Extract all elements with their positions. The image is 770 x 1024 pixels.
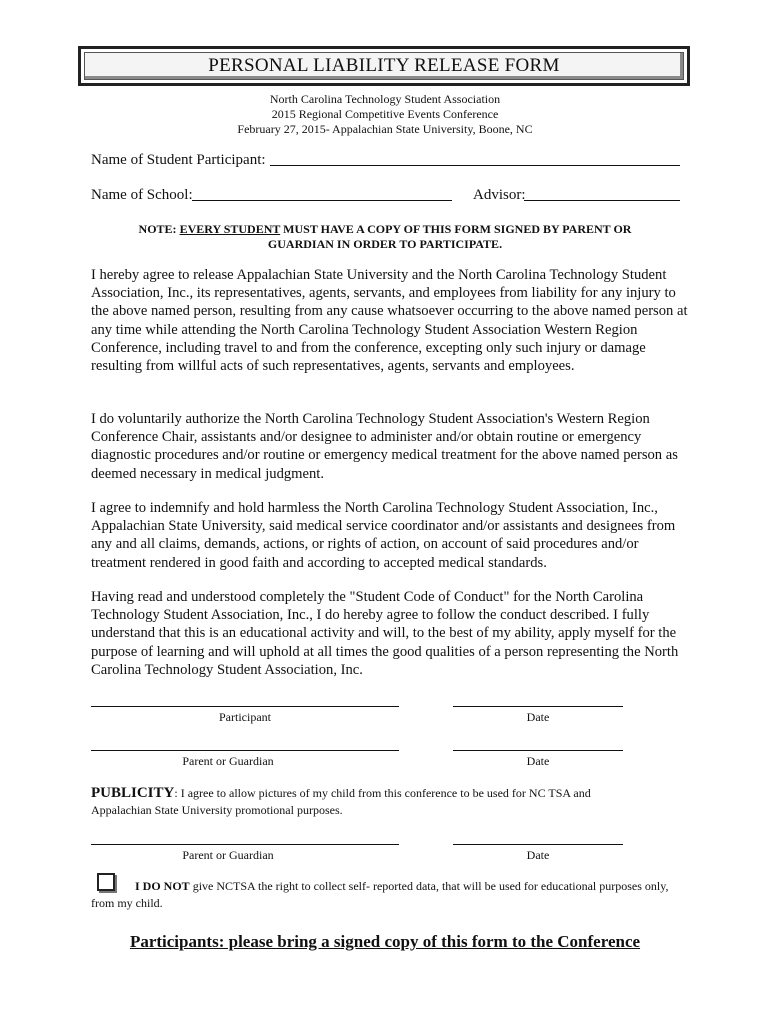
code-of-conduct-paragraph: Having read and understood completely the "Student Code of Conduct" for the North Carolina Technology Student Association, Inc., I do hereby agree to follow the conduct described. I fully understand that this is an educational activity and will, to the best of my ability, apply myself for the purpose of learning and will uphold at all times the good qualities of a person representing the North Carolina Technology Student Association, Inc. bbox=[91, 589, 679, 678]
publicity-date-line[interactable] bbox=[453, 844, 623, 845]
optout-bold: I DO NOT bbox=[135, 879, 190, 893]
school-name-field[interactable] bbox=[192, 200, 452, 201]
data-optout-statement bbox=[91, 878, 681, 912]
note-emphasis: EVERY STUDENT bbox=[179, 222, 281, 236]
note-prefix: NOTE: bbox=[138, 222, 180, 236]
advisor-label: Advisor: bbox=[473, 187, 526, 203]
release-paragraph: I hereby agree to release Appalachian State University and the North Carolina Technology Student Association, Inc., its representatives, agents, servants, and employees from liability for any injury to the above named person, resulting from any cause whatsoever occurring to the above named person at any time while attending the North Carolina Technology Student Association Western Region Conference, including travel to and from the conference, excepting only such injury or damage resulting from willful acts of such representatives, agents, servants and employees. bbox=[91, 267, 688, 375]
publicity-text: : I agree to allow pictures of my child from this conference to be used for NC TSA and Appalachian State University promotional purposes. bbox=[91, 786, 591, 817]
parent-caption: Parent or Guardian bbox=[182, 754, 274, 768]
publicity-consent bbox=[91, 785, 651, 819]
header-event: 2015 Regional Competitive Events Conference bbox=[271, 107, 499, 121]
parent-signature-line[interactable] bbox=[91, 750, 399, 751]
advisor-field[interactable] bbox=[524, 200, 680, 201]
publicity-parent-caption: Parent or Guardian bbox=[182, 848, 274, 862]
optout-text: give NCTSA the right to collect self- reported data, that will be used for educational purposes only, from my child. bbox=[91, 879, 669, 910]
title-box bbox=[78, 46, 690, 86]
note-rest: MUST HAVE A COPY OF THIS FORM SIGNED BY PARENT OR GUARDIAN IN ORDER TO PARTICIPATE. bbox=[267, 222, 632, 251]
participant-caption: Participant bbox=[219, 710, 271, 724]
parent-signature-note bbox=[110, 222, 660, 252]
participant-date-line[interactable] bbox=[453, 706, 623, 707]
parent-date-caption: Date bbox=[526, 754, 550, 768]
student-name-label: Name of Student Participant: bbox=[91, 152, 266, 168]
publicity-parent-signature-line[interactable] bbox=[91, 844, 399, 845]
participant-date-caption: Date bbox=[526, 710, 550, 724]
parent-date-line[interactable] bbox=[453, 750, 623, 751]
title-inner bbox=[84, 52, 684, 80]
bring-form-reminder: Participants: please bring a signed copy of this form to the Conference bbox=[129, 932, 641, 951]
medical-authorization-paragraph: I do voluntarily authorize the North Carolina Technology Student Association's Western Region Conference Chair, assistants and/or designee to administer and/or obtain routine or emergency diagnostic procedures and/or routine or emergency medical treatment for the above named person as deemed necessary in medical judgment. bbox=[91, 411, 678, 482]
header-organization: North Carolina Technology Student Association bbox=[269, 92, 501, 106]
publicity-date-caption: Date bbox=[526, 848, 550, 862]
participant-signature-line[interactable] bbox=[91, 706, 399, 707]
header-date-location: February 27, 2015- Appalachian State University, Boone, NC bbox=[237, 122, 533, 136]
form-title: PERSONAL LIABILITY RELEASE FORM bbox=[208, 55, 560, 76]
school-name-label: Name of School: bbox=[91, 187, 193, 203]
indemnify-paragraph: I agree to indemnify and hold harmless the North Carolina Technology Student Association, Inc., Appalachian State University, said medical service coordinator and/or assistants and designees from any and all claims, demands, actions, or rights of action, on account of said procedures and/or treatment rendered in good faith and according to accepted medical standards. bbox=[91, 500, 676, 571]
publicity-heading: PUBLICITY bbox=[91, 785, 175, 801]
student-name-field[interactable] bbox=[270, 165, 680, 166]
